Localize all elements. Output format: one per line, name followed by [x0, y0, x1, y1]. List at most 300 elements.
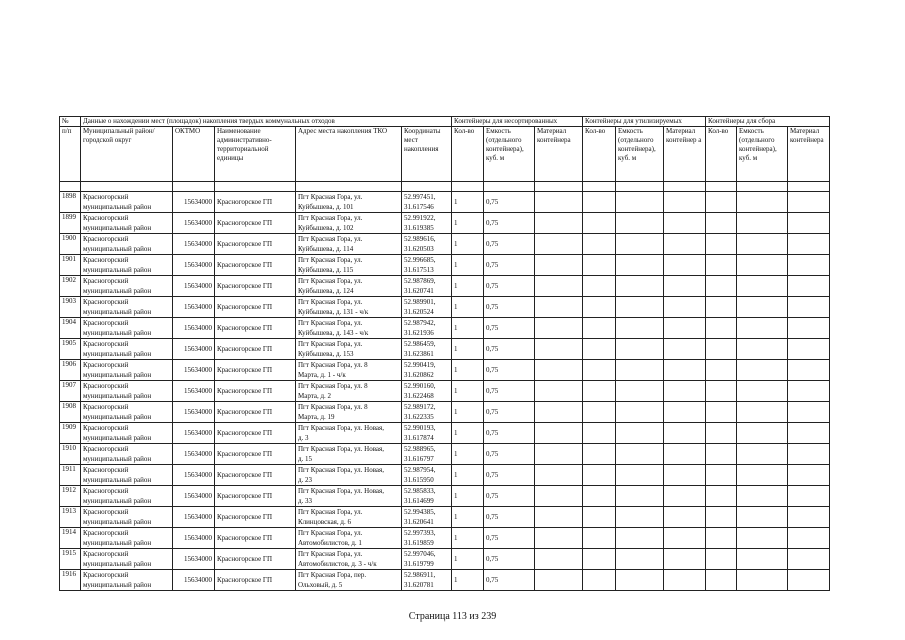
district-line-2: муниципальный район — [83, 560, 152, 568]
spacer-cell — [296, 182, 402, 192]
empty-cell — [583, 381, 616, 402]
row-address — [296, 549, 402, 570]
district-line-2: муниципальный район — [83, 266, 152, 274]
qty-text: 1 — [454, 281, 458, 290]
spacer-cell — [173, 182, 215, 192]
row-number — [60, 255, 81, 276]
row-number-text: 1907 — [62, 381, 76, 389]
district-line-2: муниципальный район — [83, 392, 152, 400]
qty-text: 1 — [454, 491, 458, 500]
empty-cell — [706, 339, 737, 360]
header-coordinates: Координаты мест накопления — [402, 127, 452, 182]
row-volume — [484, 444, 535, 465]
district-line-1: Красногорский — [83, 256, 129, 264]
spacer-cell — [452, 182, 484, 192]
row-qty — [452, 213, 484, 234]
header-group-unsorted: Контейнеры для несортированных — [452, 117, 583, 127]
district-line-1: Красногорский — [83, 487, 129, 495]
coord-lon: 31.614699 — [404, 497, 434, 505]
address-line-2: д. 23 — [298, 476, 313, 484]
address-line-2: Куйбышева, д. 114 — [298, 245, 354, 253]
header-material-unsorted: Материал контейнера — [535, 127, 583, 182]
row-number-text: 1901 — [62, 255, 76, 263]
coord-lat: 52.989901, — [404, 298, 436, 306]
row-address — [296, 276, 402, 297]
address-line-2: Марта, д. 2 — [298, 392, 332, 400]
address-line-1: Пгт Красная Гора, ул. — [298, 193, 363, 201]
row-district — [81, 507, 173, 528]
volume-text: 0,75 — [486, 491, 499, 500]
table-row — [60, 318, 830, 339]
volume-text: 0,75 — [486, 365, 499, 374]
header-material-collect: Материал контейнера — [788, 127, 830, 182]
qty-text: 1 — [454, 344, 458, 353]
header-volume-recycle: Емкость (отдельного контейнера), куб. м — [616, 127, 664, 182]
row-qty — [452, 507, 484, 528]
row-volume — [484, 255, 535, 276]
oktmo-text: 15634000 — [184, 239, 212, 248]
district-line-2: муниципальный район — [83, 539, 152, 547]
row-admin-unit — [215, 444, 296, 465]
volume-text: 0,75 — [486, 218, 499, 227]
empty-cell — [664, 360, 706, 381]
empty-cell — [535, 402, 583, 423]
empty-cell — [535, 570, 583, 591]
row-coordinates — [402, 507, 452, 528]
district-line-2: муниципальный район — [83, 329, 152, 337]
empty-cell — [706, 318, 737, 339]
address-line-1: Пгт Красная Гора, ул. — [298, 298, 363, 306]
coord-lon: 31.623861 — [404, 350, 434, 358]
empty-cell — [664, 339, 706, 360]
empty-cell — [616, 549, 664, 570]
empty-cell — [583, 297, 616, 318]
empty-cell — [788, 570, 830, 591]
admin-unit-text: Красногорское ГП — [217, 428, 273, 437]
row-qty — [452, 297, 484, 318]
coord-lat: 52.989616, — [404, 235, 436, 243]
oktmo-text: 15634000 — [184, 554, 212, 563]
empty-cell — [535, 507, 583, 528]
empty-cell — [664, 381, 706, 402]
district-line-2: муниципальный район — [83, 434, 152, 442]
oktmo-text: 15634000 — [184, 344, 212, 353]
row-admin-unit — [215, 276, 296, 297]
oktmo-text: 15634000 — [184, 407, 212, 416]
row-qty — [452, 528, 484, 549]
header-num-top: № — [60, 117, 81, 127]
empty-cell — [616, 528, 664, 549]
table-row — [60, 486, 830, 507]
admin-unit-text: Красногорское ГП — [217, 533, 273, 542]
empty-cell — [737, 318, 788, 339]
row-admin-unit — [215, 486, 296, 507]
empty-cell — [616, 213, 664, 234]
volume-text: 0,75 — [486, 302, 499, 311]
row-number-text: 1905 — [62, 339, 76, 347]
qty-text: 1 — [454, 260, 458, 269]
row-qty — [452, 444, 484, 465]
spacer-cell — [535, 182, 583, 192]
address-line-2: Ольховый, д. 5 — [298, 581, 343, 589]
empty-cell — [583, 318, 616, 339]
admin-unit-text: Красногорское ГП — [217, 407, 273, 416]
row-district — [81, 297, 173, 318]
empty-cell — [664, 465, 706, 486]
empty-cell — [664, 423, 706, 444]
district-line-1: Красногорский — [83, 550, 129, 558]
empty-cell — [616, 234, 664, 255]
row-coordinates — [402, 549, 452, 570]
row-district — [81, 528, 173, 549]
empty-cell — [583, 339, 616, 360]
qty-text: 1 — [454, 239, 458, 248]
row-oktmo — [173, 549, 215, 570]
address-line-1: Пгт Красная Гора, ул. — [298, 277, 363, 285]
row-address — [296, 381, 402, 402]
district-line-1: Красногорский — [83, 571, 129, 579]
row-district — [81, 444, 173, 465]
row-qty — [452, 276, 484, 297]
empty-cell — [788, 444, 830, 465]
row-number-text: 1913 — [62, 507, 76, 515]
row-number — [60, 192, 81, 213]
coord-lat: 52.997393, — [404, 529, 436, 537]
empty-cell — [583, 234, 616, 255]
table-row — [60, 570, 830, 591]
row-volume — [484, 507, 535, 528]
coord-lon: 31.622468 — [404, 392, 434, 400]
district-line-1: Красногорский — [83, 382, 129, 390]
coord-lon: 31.620503 — [404, 245, 434, 253]
district-line-1: Красногорский — [83, 424, 129, 432]
row-district — [81, 213, 173, 234]
district-line-2: муниципальный район — [83, 224, 152, 232]
row-admin-unit — [215, 507, 296, 528]
row-volume — [484, 297, 535, 318]
empty-cell — [535, 234, 583, 255]
admin-unit-text: Красногорское ГП — [217, 218, 273, 227]
row-qty — [452, 360, 484, 381]
admin-unit-text: Красногорское ГП — [217, 260, 273, 269]
empty-cell — [664, 297, 706, 318]
row-volume — [484, 402, 535, 423]
empty-cell — [616, 297, 664, 318]
address-line-1: Пгт Красная Гора, ул. 8 — [298, 361, 368, 369]
district-line-1: Красногорский — [83, 466, 129, 474]
district-line-1: Красногорский — [83, 214, 129, 222]
address-line-1: Пгт Красная Гора, ул. Новая, — [298, 466, 385, 474]
district-line-2: муниципальный район — [83, 581, 152, 589]
row-number-text: 1906 — [62, 360, 76, 368]
row-coordinates — [402, 423, 452, 444]
row-qty — [452, 234, 484, 255]
address-line-1: Пгт Красная Гора, ул. — [298, 340, 363, 348]
address-line-2: Куйбышева, д. 124 — [298, 287, 354, 295]
empty-cell — [583, 507, 616, 528]
empty-cell — [535, 549, 583, 570]
row-oktmo — [173, 444, 215, 465]
qty-text: 1 — [454, 218, 458, 227]
empty-cell — [737, 528, 788, 549]
coord-lon: 31.619859 — [404, 539, 434, 547]
district-line-2: муниципальный район — [83, 308, 152, 316]
spacer-cell — [737, 182, 788, 192]
district-line-1: Красногорский — [83, 340, 129, 348]
empty-cell — [535, 423, 583, 444]
empty-cell — [535, 276, 583, 297]
address-line-1: Пгт Красная Гора, ул. 8 — [298, 382, 368, 390]
volume-text: 0,75 — [486, 344, 499, 353]
oktmo-text: 15634000 — [184, 533, 212, 542]
row-district — [81, 423, 173, 444]
empty-cell — [788, 318, 830, 339]
empty-cell — [664, 570, 706, 591]
empty-cell — [535, 192, 583, 213]
header-qty-collect: Кол-во — [706, 127, 737, 182]
empty-cell — [583, 402, 616, 423]
empty-cell — [737, 339, 788, 360]
coord-lat: 52.986911, — [404, 571, 436, 579]
empty-cell — [737, 402, 788, 423]
header-address: Адрес места накопления ТКО — [296, 127, 402, 182]
header-district: Муниципальный район/городской округ — [81, 127, 173, 182]
row-district — [81, 339, 173, 360]
row-coordinates — [402, 528, 452, 549]
spacer-cell — [583, 182, 616, 192]
spacer-cell — [788, 182, 830, 192]
spacer-cell — [215, 182, 296, 192]
row-number-text: 1910 — [62, 444, 76, 452]
qty-text: 1 — [454, 302, 458, 311]
coord-lon: 31.615950 — [404, 476, 434, 484]
empty-cell — [664, 255, 706, 276]
empty-cell — [616, 255, 664, 276]
row-number — [60, 402, 81, 423]
empty-cell — [535, 444, 583, 465]
table-row — [60, 381, 830, 402]
header-admin-unit: Наименование административно-территориальной единицы — [215, 127, 296, 182]
empty-cell — [664, 234, 706, 255]
row-address — [296, 297, 402, 318]
empty-cell — [706, 360, 737, 381]
table-row — [60, 549, 830, 570]
empty-cell — [706, 192, 737, 213]
row-qty — [452, 465, 484, 486]
row-qty — [452, 486, 484, 507]
empty-cell — [706, 507, 737, 528]
district-line-1: Красногорский — [83, 235, 129, 243]
empty-cell — [706, 213, 737, 234]
oktmo-text: 15634000 — [184, 491, 212, 500]
coord-lon: 31.616797 — [404, 455, 434, 463]
empty-cell — [583, 276, 616, 297]
coord-lon: 31.620781 — [404, 581, 434, 589]
admin-unit-text: Красногорское ГП — [217, 491, 273, 500]
empty-cell — [535, 213, 583, 234]
row-number-text: 1899 — [62, 213, 76, 221]
row-number — [60, 486, 81, 507]
empty-cell — [616, 402, 664, 423]
coord-lat: 52.994385, — [404, 508, 436, 516]
row-admin-unit — [215, 339, 296, 360]
address-line-2: Марта, д. 1 - ч/к — [298, 371, 346, 379]
empty-cell — [664, 192, 706, 213]
row-volume — [484, 465, 535, 486]
empty-cell — [535, 465, 583, 486]
row-coordinates — [402, 213, 452, 234]
row-oktmo — [173, 486, 215, 507]
row-address — [296, 528, 402, 549]
header-oktmo: ОКТМО — [173, 127, 215, 182]
address-line-1: Пгт Красная Гора, пер. — [298, 571, 367, 579]
row-number — [60, 570, 81, 591]
coord-lon: 31.621936 — [404, 329, 434, 337]
empty-cell — [583, 192, 616, 213]
district-line-2: муниципальный район — [83, 413, 152, 421]
row-admin-unit — [215, 381, 296, 402]
header-qty-recycle: Кол-во — [583, 127, 616, 182]
empty-cell — [706, 276, 737, 297]
coord-lon: 31.622335 — [404, 413, 434, 421]
row-qty — [452, 339, 484, 360]
empty-cell — [788, 234, 830, 255]
qty-text: 1 — [454, 554, 458, 563]
admin-unit-text: Красногорское ГП — [217, 197, 273, 206]
volume-text: 0,75 — [486, 407, 499, 416]
row-number-text: 1900 — [62, 234, 76, 242]
address-line-1: Пгт Красная Гора, ул. — [298, 529, 363, 537]
admin-unit-text: Красногорское ГП — [217, 575, 273, 584]
row-address — [296, 318, 402, 339]
coord-lat: 52.997451, — [404, 193, 436, 201]
row-volume — [484, 318, 535, 339]
address-line-2: Клинцовская, д. 6 — [298, 518, 351, 526]
empty-cell — [788, 465, 830, 486]
row-district — [81, 234, 173, 255]
row-volume — [484, 339, 535, 360]
empty-cell — [737, 255, 788, 276]
row-qty — [452, 402, 484, 423]
volume-text: 0,75 — [486, 428, 499, 437]
district-line-2: муниципальный район — [83, 203, 152, 211]
row-admin-unit — [215, 549, 296, 570]
empty-cell — [616, 570, 664, 591]
row-district — [81, 276, 173, 297]
row-admin-unit — [215, 318, 296, 339]
admin-unit-text: Красногорское ГП — [217, 239, 273, 248]
oktmo-text: 15634000 — [184, 470, 212, 479]
empty-cell — [788, 360, 830, 381]
row-number-text: 1908 — [62, 402, 76, 410]
row-qty — [452, 570, 484, 591]
district-line-2: муниципальный район — [83, 455, 152, 463]
empty-cell — [788, 381, 830, 402]
row-oktmo — [173, 465, 215, 486]
empty-cell — [737, 549, 788, 570]
row-address — [296, 423, 402, 444]
admin-unit-text: Красногорское ГП — [217, 554, 273, 563]
coord-lon: 31.620741 — [404, 287, 434, 295]
volume-text: 0,75 — [486, 554, 499, 563]
district-line-1: Красногорский — [83, 319, 129, 327]
empty-cell — [535, 381, 583, 402]
coord-lat: 52.986459, — [404, 340, 436, 348]
empty-cell — [737, 507, 788, 528]
empty-cell — [664, 507, 706, 528]
qty-text: 1 — [454, 575, 458, 584]
row-volume — [484, 423, 535, 444]
row-coordinates — [402, 570, 452, 591]
district-line-1: Красногорский — [83, 277, 129, 285]
qty-text: 1 — [454, 386, 458, 395]
qty-text: 1 — [454, 449, 458, 458]
district-line-1: Красногорский — [83, 403, 129, 411]
empty-cell — [706, 486, 737, 507]
empty-cell — [737, 360, 788, 381]
spacer-cell — [484, 182, 535, 192]
district-line-2: муниципальный район — [83, 371, 152, 379]
row-volume — [484, 570, 535, 591]
row-number — [60, 381, 81, 402]
empty-cell — [706, 297, 737, 318]
row-coordinates — [402, 255, 452, 276]
oktmo-text: 15634000 — [184, 428, 212, 437]
empty-cell — [737, 297, 788, 318]
volume-text: 0,75 — [486, 575, 499, 584]
row-coordinates — [402, 318, 452, 339]
row-district — [81, 255, 173, 276]
empty-cell — [788, 549, 830, 570]
row-district — [81, 402, 173, 423]
district-line-2: муниципальный район — [83, 245, 152, 253]
row-coordinates — [402, 402, 452, 423]
header-qty-unsorted: Кол-во — [452, 127, 484, 182]
empty-cell — [616, 339, 664, 360]
page-footer: Страница 113 из 239 — [408, 611, 497, 622]
district-line-1: Красногорский — [83, 445, 129, 453]
empty-cell — [583, 360, 616, 381]
row-admin-unit — [215, 255, 296, 276]
row-address — [296, 360, 402, 381]
coord-lat: 52.985833, — [404, 487, 436, 495]
address-line-2: д. 33 — [298, 497, 313, 505]
row-admin-unit — [215, 570, 296, 591]
row-volume — [484, 549, 535, 570]
row-coordinates — [402, 465, 452, 486]
district-line-1: Красногорский — [83, 529, 129, 537]
qty-text: 1 — [454, 407, 458, 416]
row-district — [81, 549, 173, 570]
header-num-bottom: п/п — [60, 127, 81, 182]
empty-cell — [583, 486, 616, 507]
empty-cell — [706, 549, 737, 570]
empty-cell — [706, 528, 737, 549]
row-address — [296, 339, 402, 360]
empty-cell — [583, 444, 616, 465]
spacer-cell — [81, 182, 173, 192]
empty-cell — [616, 507, 664, 528]
header-material-recycle: Материал контейнер а — [664, 127, 706, 182]
row-number-text: 1909 — [62, 423, 76, 431]
admin-unit-text: Красногорское ГП — [217, 365, 273, 374]
row-address — [296, 465, 402, 486]
empty-cell — [706, 402, 737, 423]
table-row — [60, 234, 830, 255]
row-admin-unit — [215, 423, 296, 444]
row-qty — [452, 318, 484, 339]
district-line-2: муниципальный район — [83, 476, 152, 484]
